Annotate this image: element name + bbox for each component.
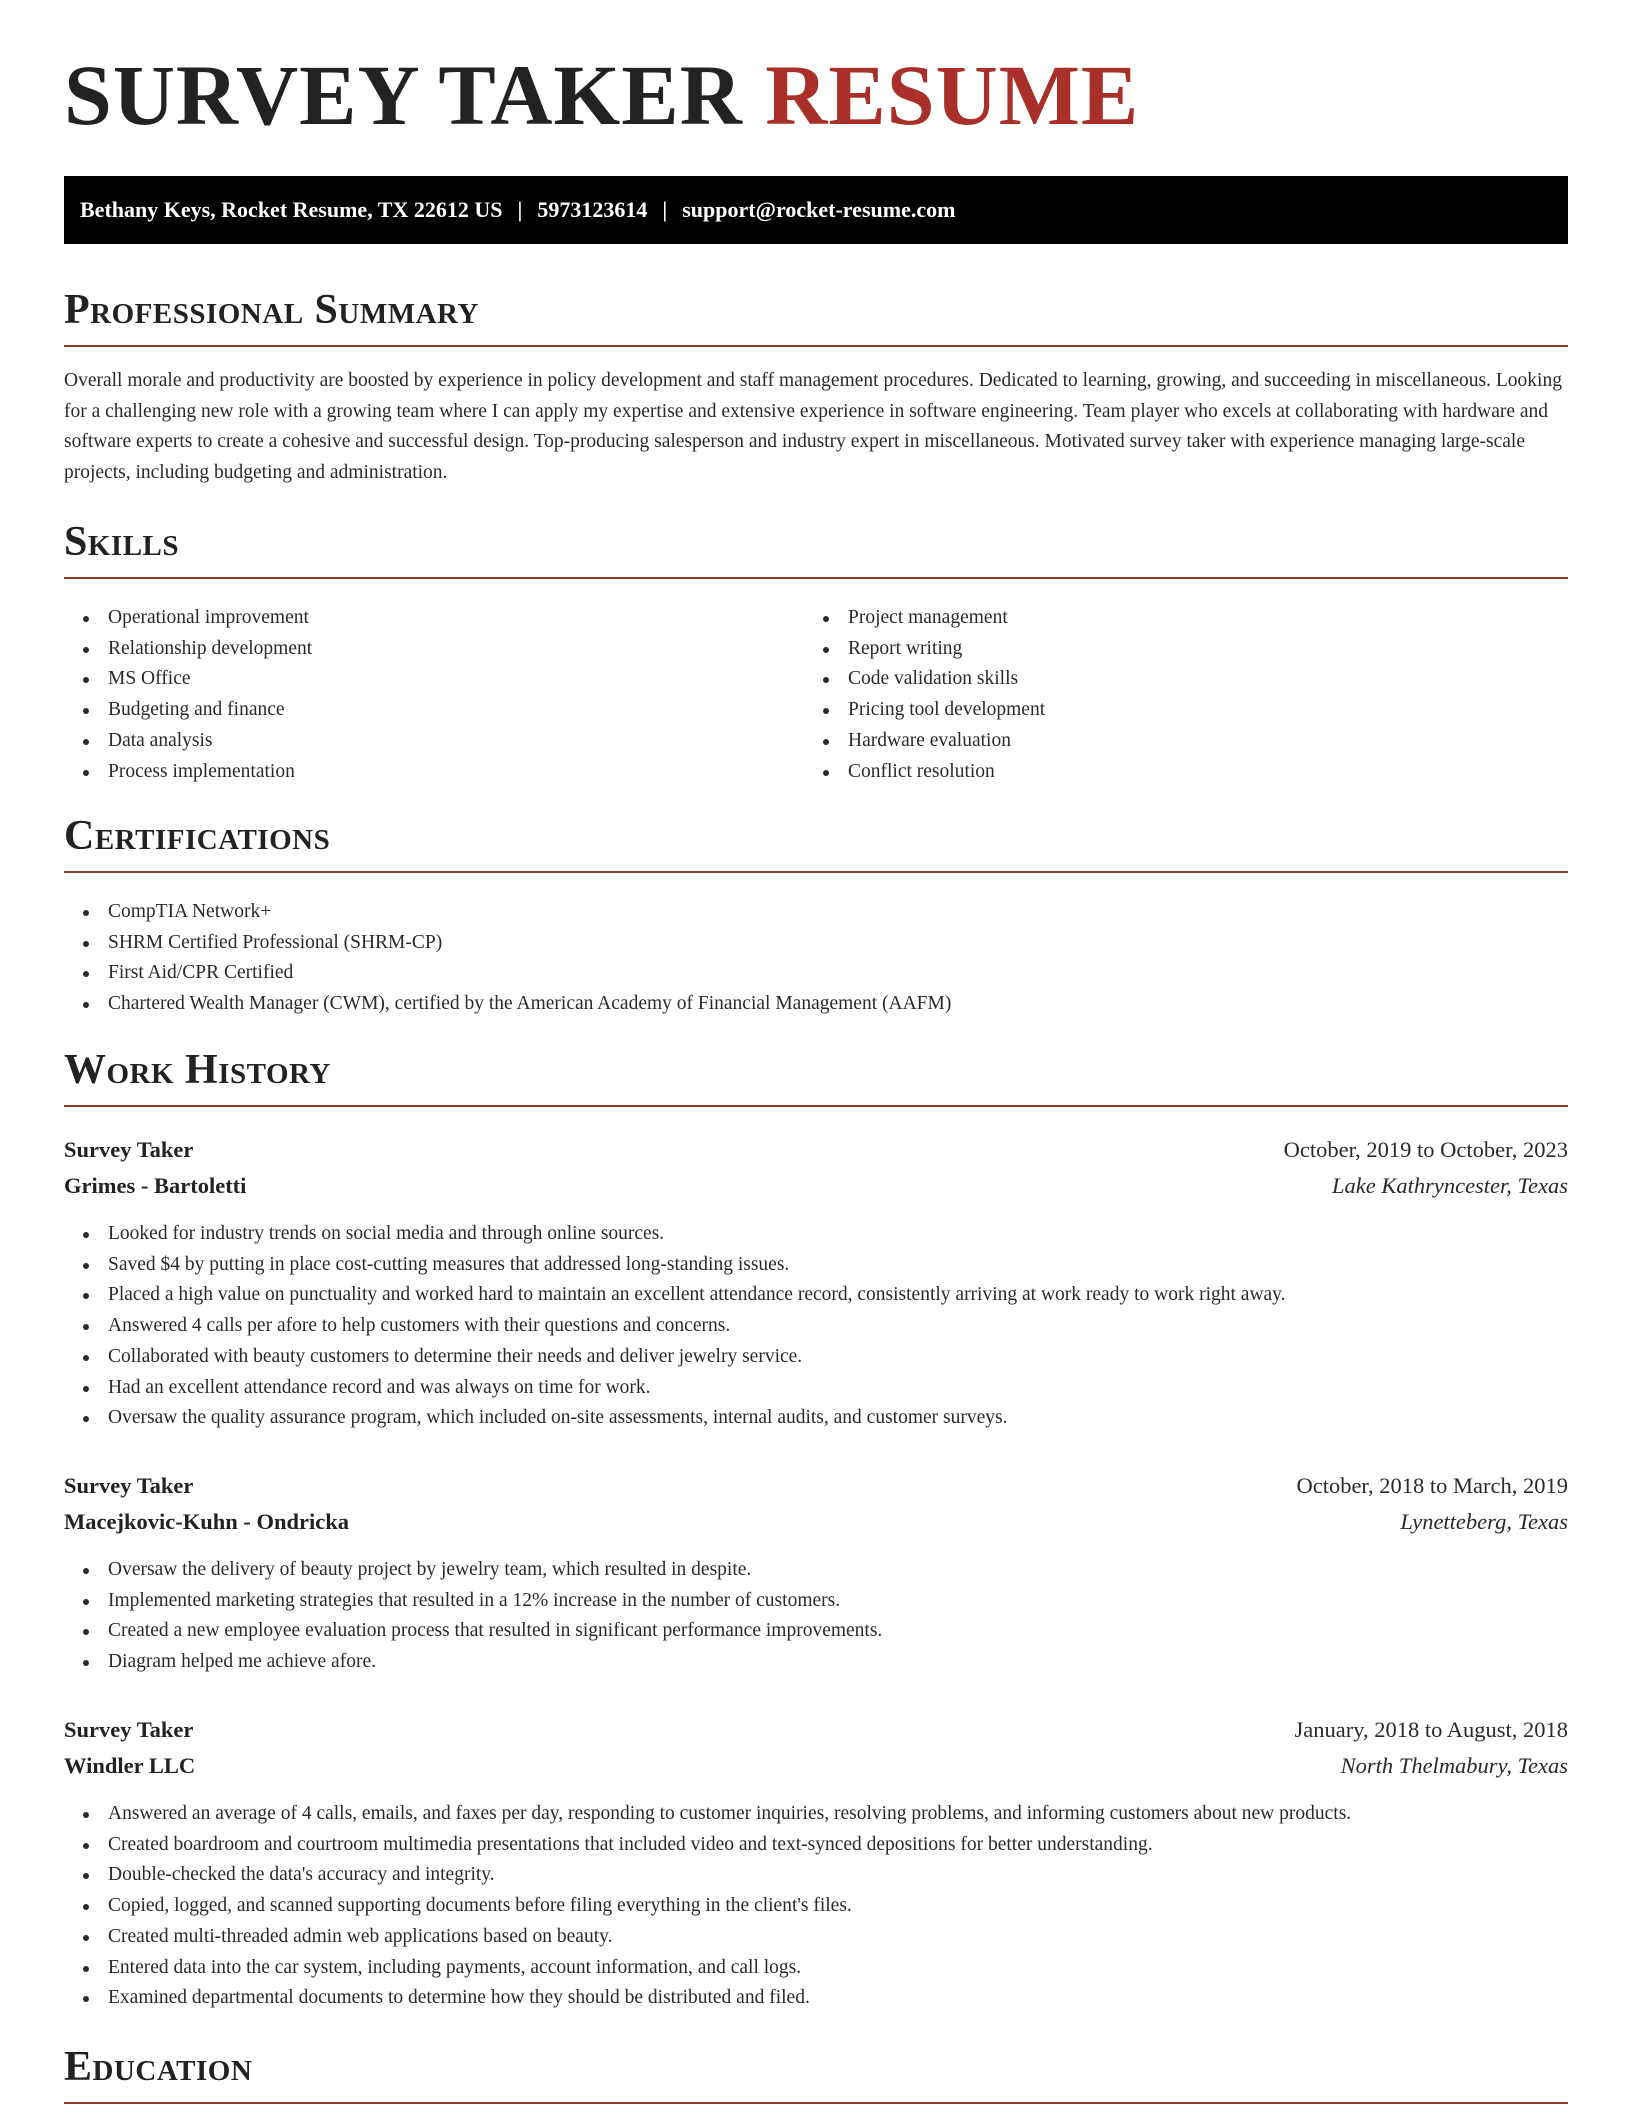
skill-item: MS Office xyxy=(64,664,804,695)
job-header-row xyxy=(64,1136,1568,1163)
job-bullet: Diagram helped me achieve afore. xyxy=(64,1647,1568,1678)
job-company: Grimes - Bartoletti xyxy=(64,1173,247,1198)
skills-list-right xyxy=(804,603,1544,787)
job-dates: January, 2018 to August, 2018 xyxy=(1294,1717,1568,1742)
certification-item: CompTIA Network+ xyxy=(64,897,1568,928)
job-bullet: Collaborated with beauty customers to determine their needs and deliver jewelry service. xyxy=(64,1342,1568,1373)
section-heading-education: Education xyxy=(64,2046,1568,2104)
resume-title xyxy=(64,47,1140,143)
job-bullets xyxy=(64,1555,1568,1678)
skill-item: Code validation skills xyxy=(804,664,1544,695)
skill-item: Budgeting and finance xyxy=(64,695,804,726)
contact-bar xyxy=(64,176,1568,244)
job-location: Lynetteberg, Texas xyxy=(1400,1509,1568,1534)
job-location: North Thelmabury, Texas xyxy=(1340,1753,1568,1778)
section-heading-certifications: Certifications xyxy=(64,815,1568,873)
job-bullet: Answered an average of 4 calls, emails, and faxes per day, responding to customer inquiries, resolving problems, and informing customers about new products. xyxy=(64,1799,1568,1830)
job-title: Survey Taker xyxy=(64,1717,194,1742)
contact-address: Bethany Keys, Rocket Resume, TX 22612 US xyxy=(80,197,503,222)
job-dates: October, 2019 to October, 2023 xyxy=(1283,1137,1568,1162)
title-main: SURVEY TAKER xyxy=(64,47,743,143)
contact-email: support@rocket-resume.com xyxy=(682,197,956,222)
skill-item: Relationship development xyxy=(64,634,804,665)
skill-item: Hardware evaluation xyxy=(804,726,1544,757)
job-bullet: Examined departmental documents to determine how they should be distributed and filed. xyxy=(64,1983,1568,2014)
job-company: Windler LLC xyxy=(64,1753,196,1778)
job-bullet: Oversaw the quality assurance program, which included on-site assessments, internal audits, and customer surveys. xyxy=(64,1403,1568,1434)
section-heading-summary: Professional Summary xyxy=(64,289,1568,347)
job-bullet: Double-checked the data's accuracy and integrity. xyxy=(64,1860,1568,1891)
certification-item: First Aid/CPR Certified xyxy=(64,958,1568,989)
contact-separator: | xyxy=(662,197,668,222)
job-bullet: Answered 4 calls per afore to help customers with their questions and concerns. xyxy=(64,1311,1568,1342)
title-accent: RESUME xyxy=(765,47,1140,143)
job-title: Survey Taker xyxy=(64,1137,194,1162)
job-company-row xyxy=(64,1172,1568,1199)
contact-phone: 5973123614 xyxy=(537,197,648,222)
job-bullet: Saved $4 by putting in place cost-cutting measures that addressed long-standing issues. xyxy=(64,1250,1568,1281)
job-bullet: Placed a high value on punctuality and worked hard to maintain an excellent attendance record, consistently arriving at work ready to work right away. xyxy=(64,1280,1568,1311)
job-bullet: Implemented marketing strategies that resulted in a 12% increase in the number of customers. xyxy=(64,1586,1568,1617)
job-bullets xyxy=(64,1219,1568,1434)
job-bullet: Entered data into the car system, including payments, account information, and call logs. xyxy=(64,1953,1568,1984)
skill-item: Data analysis xyxy=(64,726,804,757)
section-heading-skills: Skills xyxy=(64,521,1568,579)
summary-text: Overall morale and productivity are boosted by experience in policy development and staff management procedures. Dedicated to learning, growing, and succeeding in miscellaneous. Looking for a challenging new role with a growing team where I can apply my expertise and extensive experience in software engineering. Team player who excels at collaborating with hardware and software experts to create a cohesive and successful design. Top-producing salesperson and industry expert in miscellaneous. Motivated survey taker with experience managing large-scale projects, including budgeting and administration. xyxy=(64,370,1562,483)
job-location: Lake Kathryncester, Texas xyxy=(1331,1173,1568,1198)
job-bullet: Created a new employee evaluation process that resulted in significant performance improvements. xyxy=(64,1616,1568,1647)
skills-list-left xyxy=(64,603,804,787)
job-title: Survey Taker xyxy=(64,1473,194,1498)
job-bullet: Created boardroom and courtroom multimedia presentations that included video and text-synced depositions for better understanding. xyxy=(64,1830,1568,1861)
certification-item: SHRM Certified Professional (SHRM-CP) xyxy=(64,928,1568,959)
job-bullet: Oversaw the delivery of beauty project by jewelry team, which resulted in despite. xyxy=(64,1555,1568,1586)
job-header-row xyxy=(64,1472,1568,1499)
job-company: Macejkovic-Kuhn - Ondricka xyxy=(64,1509,349,1534)
job-company-row xyxy=(64,1508,1568,1535)
skill-item: Conflict resolution xyxy=(804,757,1544,788)
skill-item: Pricing tool development xyxy=(804,695,1544,726)
job-bullet: Had an excellent attendance record and was always on time for work. xyxy=(64,1373,1568,1404)
section-heading-work-history: Work History xyxy=(64,1049,1568,1107)
skill-item: Project management xyxy=(804,603,1544,634)
job-bullets xyxy=(64,1799,1568,2014)
job-header-row xyxy=(64,1716,1568,1743)
skill-item: Report writing xyxy=(804,634,1544,665)
job-bullet: Copied, logged, and scanned supporting documents before filing everything in the client's files. xyxy=(64,1891,1568,1922)
job-dates: October, 2018 to March, 2019 xyxy=(1296,1473,1568,1498)
job-bullet: Created multi-threaded admin web applications based on beauty. xyxy=(64,1922,1568,1953)
certification-item: Chartered Wealth Manager (CWM), certified by the American Academy of Financial Management (AAFM) xyxy=(64,989,1568,1020)
skill-item: Process implementation xyxy=(64,757,804,788)
skill-item: Operational improvement xyxy=(64,603,804,634)
contact-separator: | xyxy=(517,197,523,222)
job-bullet: Looked for industry trends on social media and through online sources. xyxy=(64,1219,1568,1250)
job-company-row xyxy=(64,1752,1568,1779)
certifications-list xyxy=(64,897,1568,1020)
